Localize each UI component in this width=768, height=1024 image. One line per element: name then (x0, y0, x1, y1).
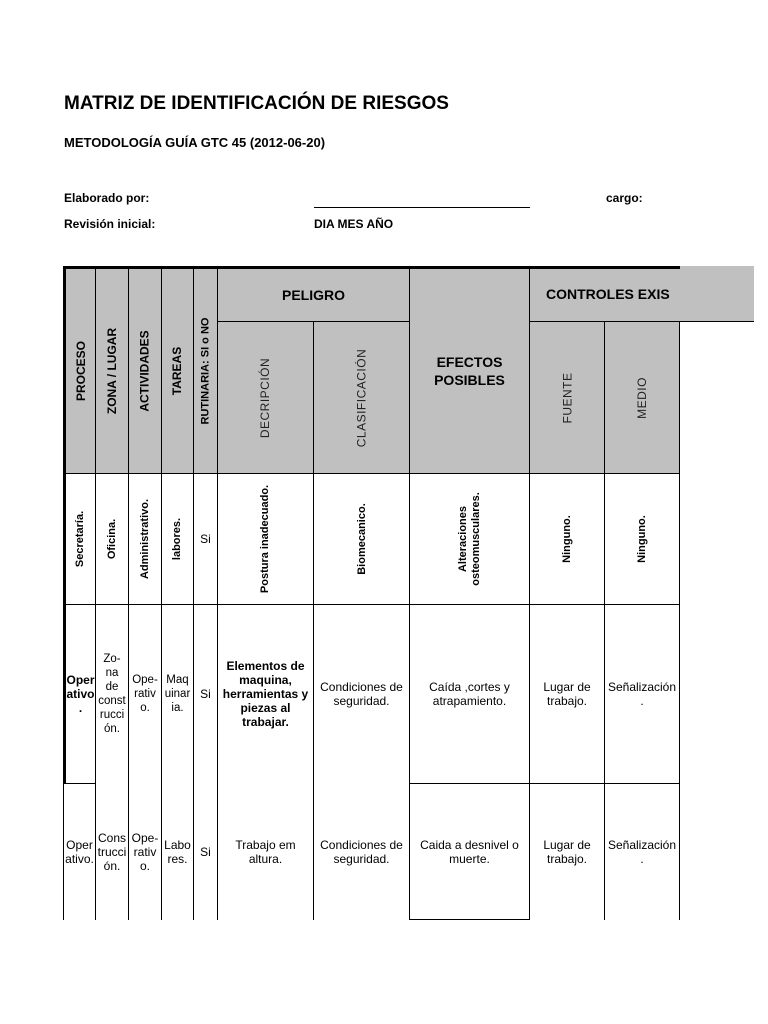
row2-tareas: Maq uinar ia. (162, 605, 194, 783)
elaborado-label: Elaborado por: (64, 191, 150, 205)
table-row: Oper ativo. (63, 783, 96, 920)
header-peligro: PELIGRO (218, 266, 410, 322)
header-clasificacion: CLASIFICACIÓN (314, 322, 410, 474)
row2-descripcion: Elementos de maquina, herramientas y piezas al trabajar. (218, 605, 314, 783)
row2-efectos: Caída ,cortes y atrapamiento. (410, 605, 530, 783)
header-top-rule (530, 266, 680, 269)
row3-actividades: Ope- rativ o. (129, 783, 162, 920)
table-row: Secretaría. (63, 474, 96, 605)
page-subtitle: METODOLOGÍA GUÍA GTC 45 (2012-06-20) (64, 135, 326, 150)
header-medio: MEDIO (605, 322, 680, 474)
row3-descripcion: Trabajo em altura. (218, 783, 314, 920)
header-zona: ZONA / LUGAR (96, 266, 129, 474)
header-proceso: PROCESO (63, 266, 96, 474)
header-actividades: ACTIVIDADES (129, 266, 162, 474)
revision-value: DIA MES AÑO (314, 217, 394, 231)
row2-rutinaria: Si (194, 605, 218, 783)
row3-clasificacion: Condiciones de seguridad. (314, 783, 410, 920)
row2-actividades: Ope- rativ o. (129, 605, 162, 783)
row2-clasificacion: Condiciones de seguridad. (314, 605, 410, 783)
row1-efectos: Alteraciones osteomusculares. (410, 474, 530, 605)
elaborado-signature-line (314, 207, 530, 208)
row3-efectos: Caida a desnivel o muerte. (410, 783, 530, 920)
row3-zona: Cons trucci ón. (96, 783, 129, 920)
row1-tareas: labores. (162, 474, 194, 605)
row1-fuente: Ninguno. (530, 474, 605, 605)
row1-medio: Ninguno. (605, 474, 680, 605)
header-efectos: EFECTOS POSIBLES (410, 266, 530, 474)
revision-label: Revisión inicial: (64, 217, 156, 231)
header-controles: CONTROLES EXIS (530, 266, 754, 322)
header-tareas: TAREAS (162, 266, 194, 474)
row3-fuente: Lugar de trabajo. (530, 783, 605, 920)
row3-tareas: Labo res. (162, 783, 194, 920)
row1-rutinaria: Si (194, 474, 218, 605)
row1-descripcion: Postura inadecuado. (218, 474, 314, 605)
row1-clasificacion: Biomecanico. (314, 474, 410, 605)
row3-medio: Señalización . (605, 783, 680, 920)
header-rutinaria: RUTINARIA: SI o NO (194, 266, 218, 474)
row1-zona: Oficina. (96, 474, 129, 605)
cargo-label: cargo: (606, 191, 643, 205)
page-title: MATRIZ DE IDENTIFICACIÓN DE RIESGOS (64, 93, 449, 114)
header-fuente: FUENTE (530, 322, 605, 474)
row2-medio: Señalización . (605, 605, 680, 783)
row2-fuente: Lugar de trabajo. (530, 605, 605, 783)
table-row: Oper ativo . (63, 605, 96, 783)
header-descripcion: DECRIPCIÓN (218, 322, 314, 474)
row2-zona: Zo- na de const rucci ón. (96, 605, 129, 783)
row1-actividades: Administrativo. (129, 474, 162, 605)
row3-rutinaria: Si (194, 783, 218, 920)
